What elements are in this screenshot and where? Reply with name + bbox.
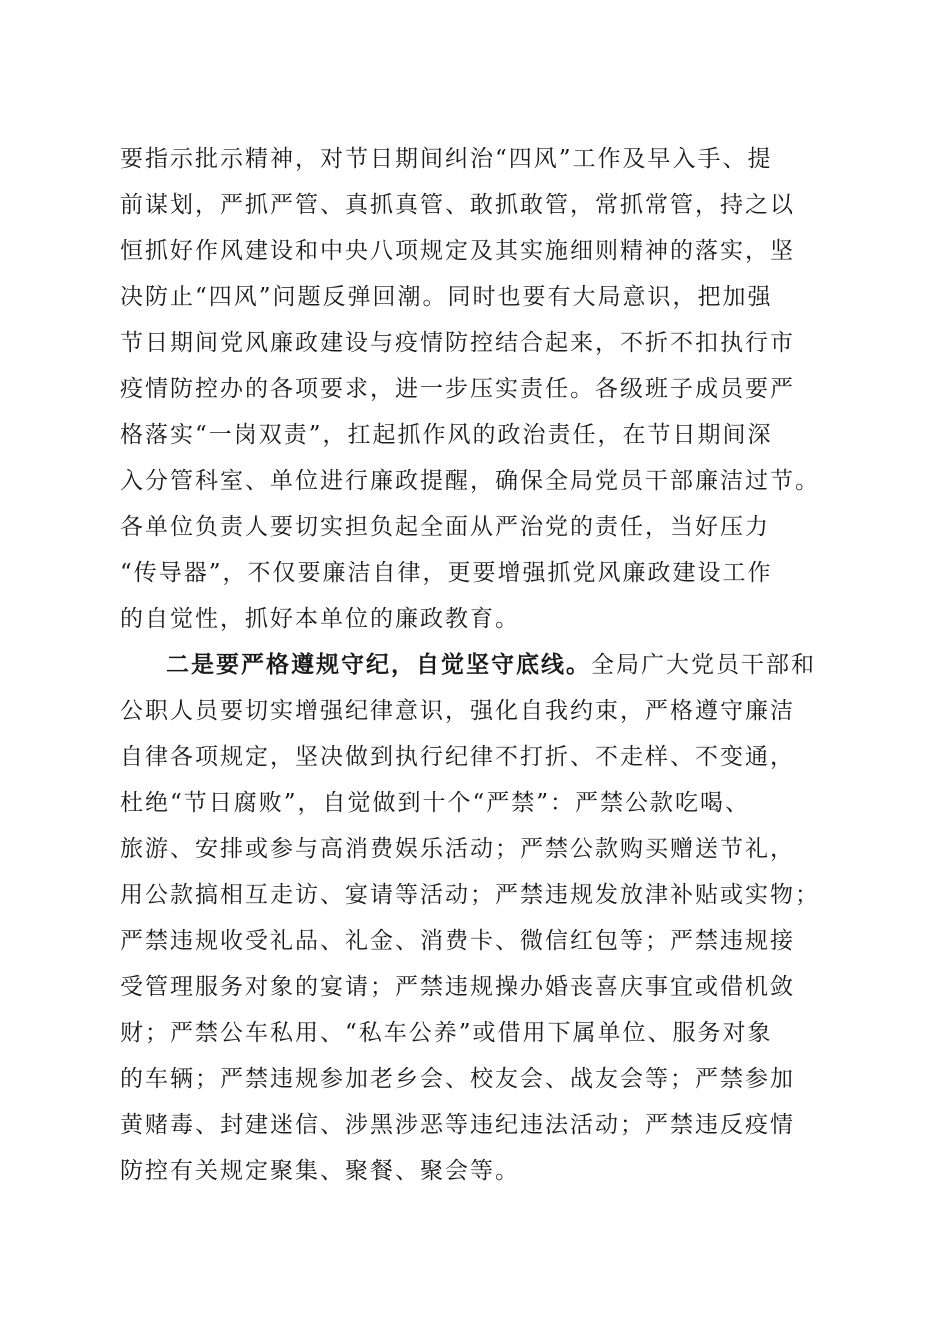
text-line: 前谋划，严抓严管、真抓真管、敢抓敢管，常抓常管，持之以: [120, 192, 795, 218]
paragraph-heading: 二是要严格遵规守纪，自觉坚守底线。: [166, 651, 591, 678]
text-line: 的车辆；严禁违规参加老乡会、校友会、战友会等；严禁参加: [120, 1066, 795, 1092]
paragraph-text: 全局广大党员干部和: [591, 652, 816, 678]
paragraph-1: [120, 136, 835, 642]
text-line: 公职人员要切实增强纪律意识，强化自我约束，严格遵守廉洁: [120, 698, 795, 724]
text-line: 的自觉性，抓好本单位的廉政教育。: [120, 606, 520, 632]
text-line: 杜绝“节日腐败”，自觉做到十个“严禁”：严禁公款吃喝、: [120, 790, 751, 816]
text-line: 要指示批示精神，对节日期间纠治“四风”工作及早入手、提: [120, 146, 773, 172]
document-body: [120, 136, 835, 1194]
text-line: 财；严禁公车私用、“私车公养”或借用下属单位、服务对象: [120, 1020, 773, 1046]
text-line: 节日期间党风廉政建设与疫情防控结合起来，不折不扣执行市: [120, 330, 795, 356]
text-line: 恒抓好作风建设和中央八项规定及其实施细则精神的落实，坚: [120, 238, 795, 264]
text-line: 用公款搞相互走访、宴请等活动；严禁违规发放津补贴或实物；: [120, 882, 820, 908]
text-line: 格落实“一岗双责”，扛起抓作风的政治责任，在节日期间深: [120, 422, 773, 448]
text-line: “传导器”，不仅要廉洁自律，更要增强抓党风廉政建设工作: [120, 560, 773, 586]
text-line: 黄赌毒、封建迷信、涉黑涉恶等违纪违法活动；严禁违反疫情: [120, 1112, 795, 1138]
text-line: [120, 642, 835, 688]
text-line: 决防止“四风”问题反弹回潮。同时也要有大局意识，把加强: [120, 284, 773, 310]
text-line: 受管理服务对象的宴请；严禁违规操办婚丧喜庆事宜或借机敛: [120, 974, 795, 1000]
text-line: 防控有关规定聚集、聚餐、聚会等。: [120, 1158, 520, 1184]
text-line: 入分管科室、单位进行廉政提醒，确保全局党员干部廉洁过节。: [120, 468, 820, 494]
text-line: 严禁违规收受礼品、礼金、消费卡、微信红包等；严禁违规接: [120, 928, 795, 954]
text-line: 自律各项规定，坚决做到执行纪律不打折、不走样、不变通，: [120, 744, 795, 770]
text-line: 旅游、安排或参与高消费娱乐活动；严禁公款购买赠送节礼，: [120, 836, 795, 862]
paragraph-2: [120, 642, 835, 1194]
text-line: 疫情防控办的各项要求，进一步压实责任。各级班子成员要严: [120, 376, 795, 402]
text-line: 各单位负责人要切实担负起全面从严治党的责任，当好压力: [120, 514, 770, 540]
